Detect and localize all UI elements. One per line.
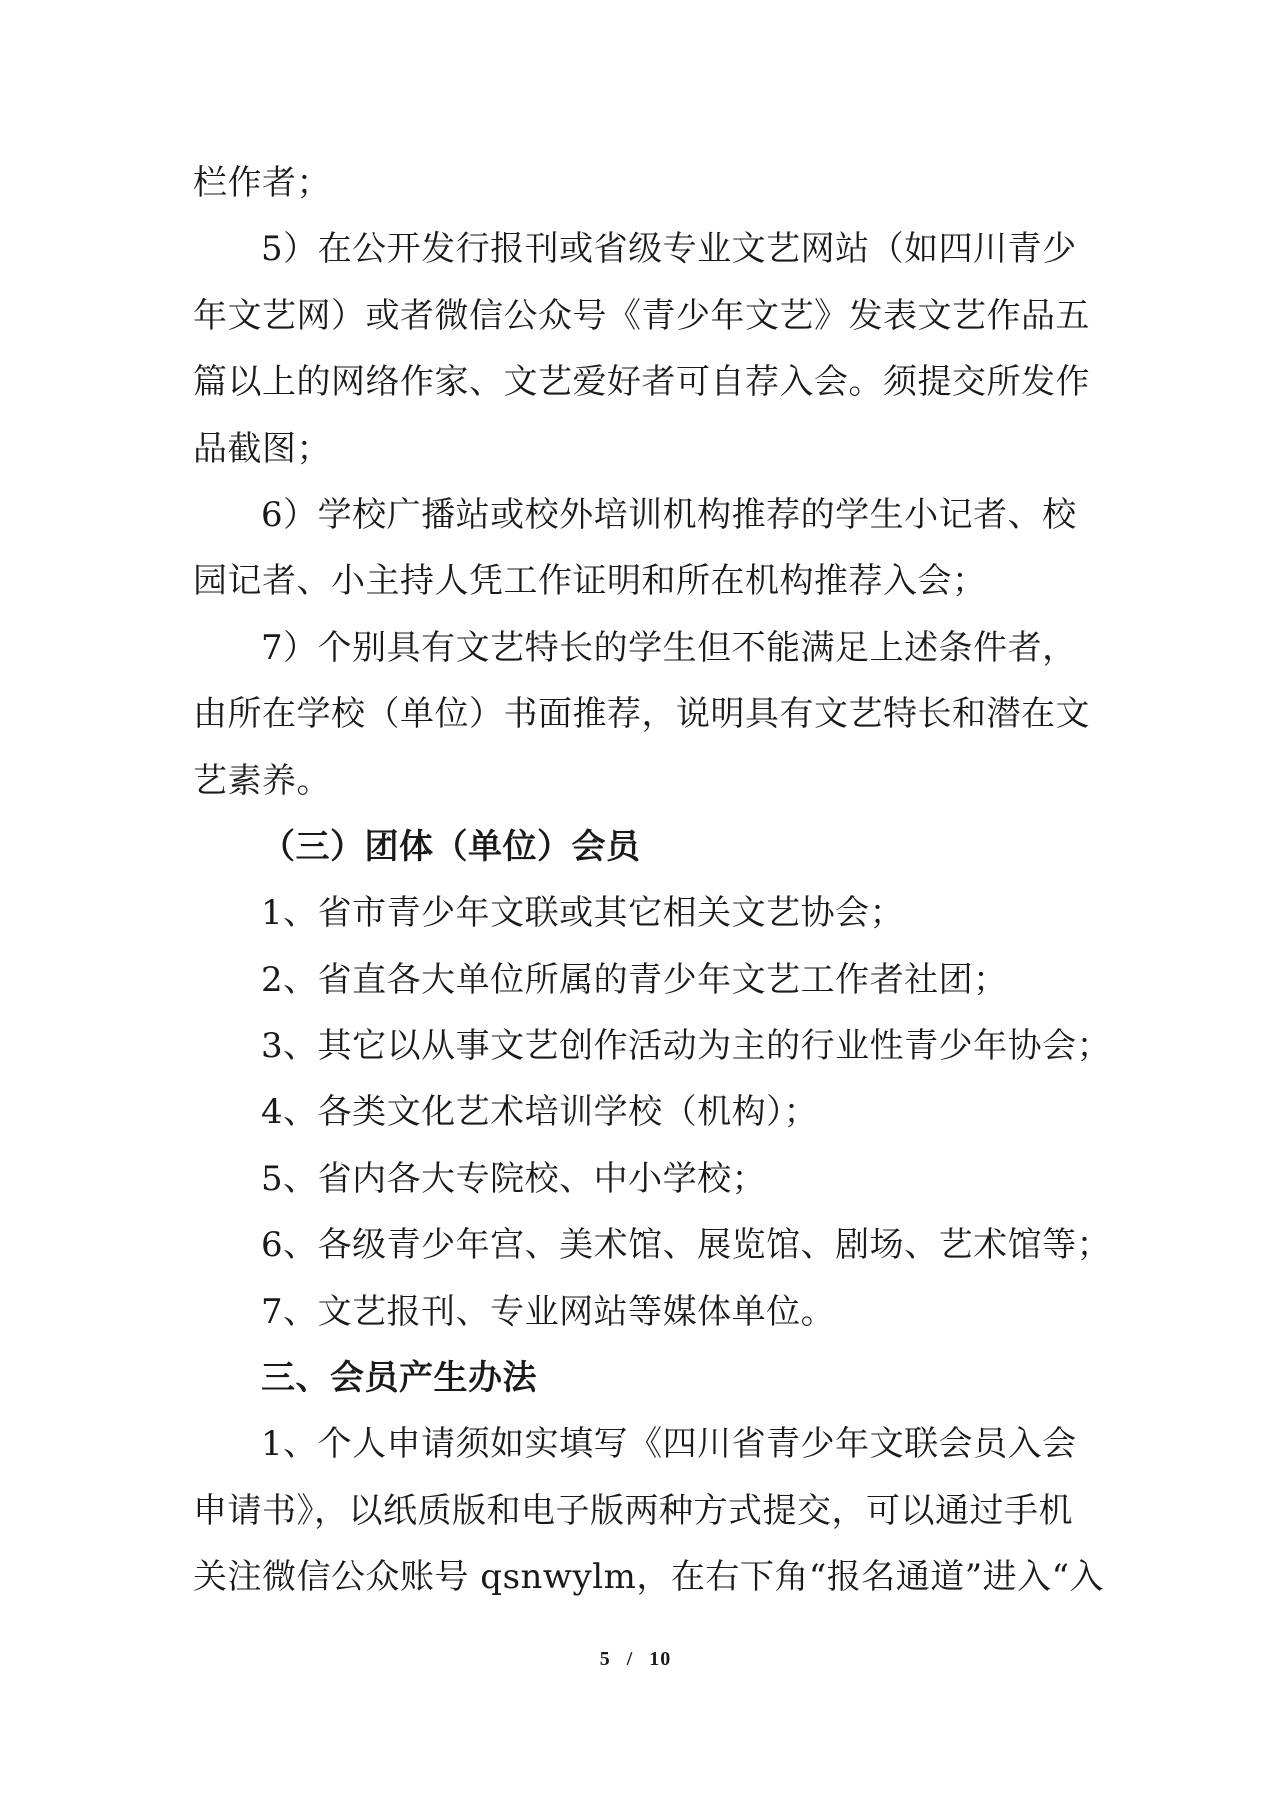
text-line: 5）在公开发行报刊或省级专业文艺网站（如四川青少: [261, 229, 1077, 270]
text-line: 2、省直各大单位所属的青少年文艺工作者社团；: [261, 959, 1008, 1000]
text-line: 品截图；: [193, 428, 331, 469]
section-heading: （三）团体（单位）会员: [261, 826, 641, 867]
body-text: [193, 150, 1112, 1611]
page-separator: /: [626, 1648, 634, 1670]
text-line: 艺素养。: [193, 760, 331, 801]
text-line: 5、省内各大专院校、中小学校；: [261, 1158, 767, 1199]
page-current: 5: [599, 1648, 611, 1670]
section-heading: 三、会员产生办法: [261, 1358, 537, 1399]
text-line: 栏作者；: [193, 163, 331, 203]
text-line: 由所在学校（单位）书面推荐，说明具有文艺特长和潜在文: [193, 694, 1090, 735]
text-line: 6）学校广播站或校外培训机构推荐的学生小记者、校: [261, 494, 1077, 535]
text-line: 7）个别具有文艺特长的学生但不能满足上述条件者，: [261, 627, 1077, 668]
text-line: 园记者、小主持人凭工作证明和所在机构推荐入会；: [193, 561, 987, 602]
text-line: 6、各级青少年宫、美术馆、展览馆、剧场、艺术馆等；: [261, 1225, 1112, 1266]
text-line: 关注微信公众账号 qsnwylm，在右下角“报名通道”进入“入: [193, 1557, 1104, 1598]
page-number: [0, 1648, 1271, 1671]
text-line: 年文艺网）或者微信公众号《青少年文艺》发表文艺作品五: [193, 295, 1090, 336]
text-line: 1、省市青少年文联或其它相关文艺协会；: [261, 893, 905, 934]
page-total: 10: [649, 1648, 672, 1670]
text-line: 3、其它以从事文艺创作活动为主的行业性青少年协会；: [261, 1026, 1112, 1067]
text-line: 4、各类文化艺术培训学校（机构）；: [261, 1092, 819, 1133]
text-line: 申请书》，以纸质版和电子版两种方式提交，可以通过手机: [193, 1490, 1073, 1531]
text-line: 1、个人申请须如实填写《四川省青少年文联会员入会: [261, 1424, 1077, 1465]
text-line: 篇以上的网络作家、文艺爱好者可自荐入会。须提交所发作: [193, 362, 1090, 403]
text-line: 7、文艺报刊、专业网站等媒体单位。: [261, 1291, 836, 1332]
